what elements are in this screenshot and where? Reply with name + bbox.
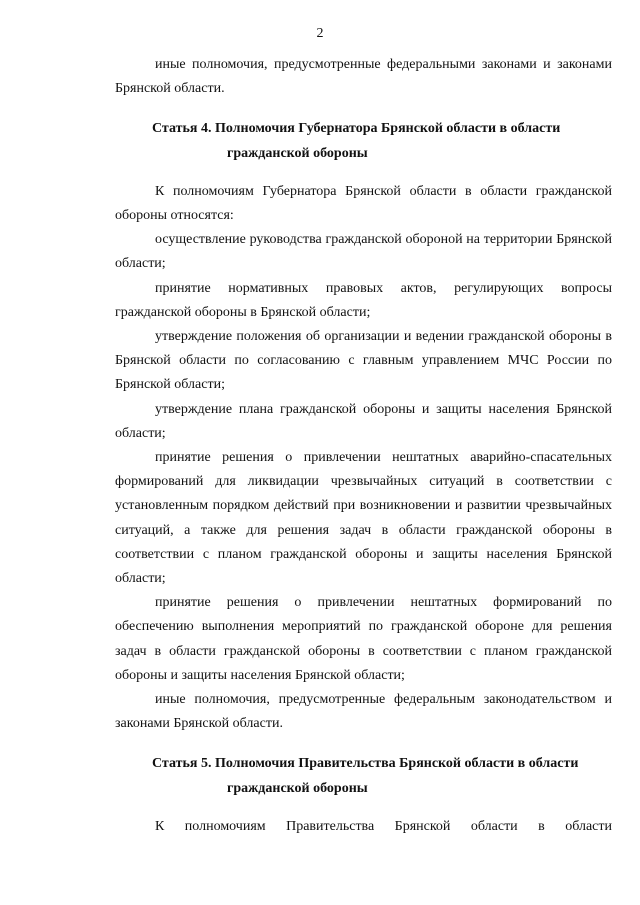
article-4-heading: Статья 4. Полномочия Губернатора Брянской области в области гражданской обороны	[152, 121, 561, 161]
article-5-heading: Статья 5. Полномочия Правительства Брянской области в области гражданской обороны	[152, 756, 579, 796]
article-4-paragraph: К полномочиям Губернатора Брянской области в области гражданской обороны относятся:	[115, 183, 612, 224]
article-4-paragraph: принятие решения о привлечении нештатных аварийно-спасательных формирований для ликвидации чрезвычайных ситуаций в соответствии с установленным порядком действий при возникновении и развитии чрезвычайных ситуаций, а также для решения задач в области гражданской обороны в соответствии с планом гражданской обороны и защиты населения Брянской области;	[115, 450, 612, 587]
article-4-paragraph: принятие нормативных правовых актов, регулирующих вопросы гражданской обороны в Брянской области;	[115, 280, 612, 320]
article-4-paragraph: осуществление руководства гражданской обороной на территории Брянской области;	[115, 232, 612, 272]
page-number: 2	[316, 26, 324, 41]
document-body	[115, 53, 612, 839]
article-4-paragraph: утверждение положения об организации и ведении гражданской обороны в Брянской области по согласованию с главным управлением МЧС России по Брянской области;	[115, 329, 612, 393]
article-4-paragraph: принятие решения о привлечении нештатных формирований по обеспечению выполнения мероприятий по гражданской обороне для решения задач в области гражданской обороны в соответствии с планом гражданской обороны и защиты населения Брянской области;	[115, 595, 612, 683]
intro-paragraph: иные полномочия, предусмотренные федеральными законами и законами Брянской области.	[115, 57, 612, 97]
article-5-paragraph: К полномочиям Правительства Брянской области в области	[155, 818, 612, 834]
article-4-paragraph: утверждение плана гражданской обороны и защиты населения Брянской области;	[115, 401, 612, 441]
article-4-paragraph: иные полномочия, предусмотренные федеральным законодательством и законами Брянской области.	[115, 692, 612, 732]
